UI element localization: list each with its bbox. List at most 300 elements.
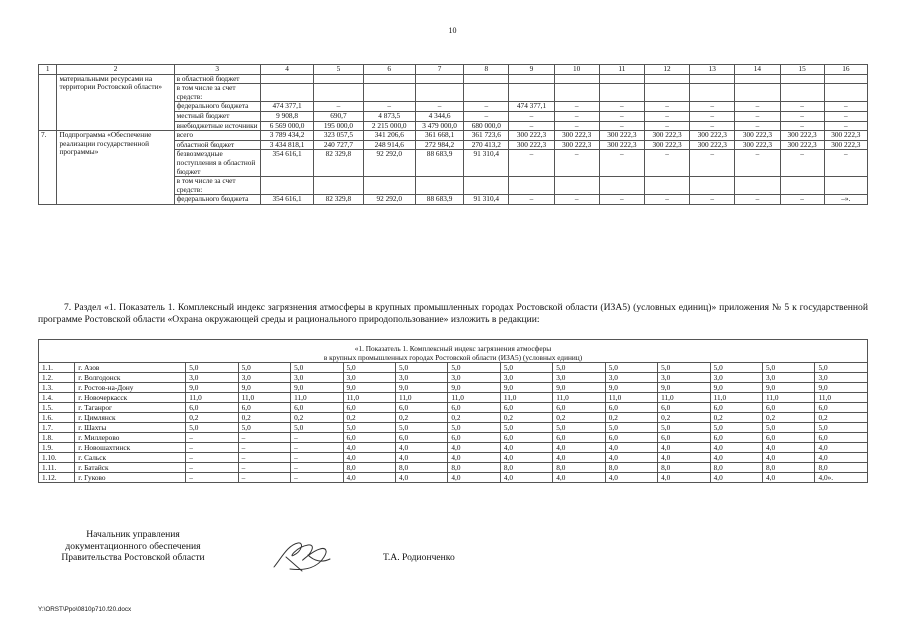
amount-cell: – (735, 111, 780, 121)
iza-value-cell: 4,0 (395, 443, 447, 453)
iza-value-cell: 6,0 (448, 433, 500, 443)
page-number: 10 (448, 26, 457, 35)
amount-cell (260, 177, 313, 195)
row-number-cell (39, 74, 57, 131)
iza-value-cell: 11,0 (658, 393, 710, 403)
amount-cell: – (644, 195, 689, 205)
amount-cell: 3 479 000,0 (415, 121, 463, 131)
iza-row (39, 393, 868, 403)
iza-value-cell: 11,0 (395, 393, 447, 403)
iza-city: г. Батайск (75, 463, 186, 473)
iza-value-cell: 0,2 (238, 413, 290, 423)
amount-cell: 3 789 434,2 (260, 131, 313, 141)
amount-cell: – (415, 102, 463, 112)
iza-value-cell: – (291, 463, 343, 473)
amount-cell: 4 873,5 (363, 111, 415, 121)
iza-value-cell: 8,0 (763, 463, 815, 473)
iza-value-cell: – (291, 443, 343, 453)
iza-row (39, 453, 868, 463)
amount-cell: 6 569 000,0 (260, 121, 313, 131)
iza-value-cell: 8,0 (710, 463, 762, 473)
amount-cell (363, 177, 415, 195)
amount-cell (644, 74, 689, 84)
amount-cell (735, 84, 780, 102)
funding-source-cell: федерального бюджета (174, 102, 260, 112)
iza-table-caption (39, 340, 868, 363)
iza-value-cell: 4,0 (343, 453, 395, 463)
iza-value-cell: 4,0 (605, 443, 657, 453)
amount-cell: 341 206,6 (363, 131, 415, 141)
amount-cell: – (554, 195, 599, 205)
iza-value-cell: 11,0 (500, 393, 552, 403)
amount-cell: 92 292,0 (363, 195, 415, 205)
iza-value-cell: 4,0 (815, 453, 868, 463)
iza-value-cell: 9,0 (238, 383, 290, 393)
iza-value-cell: 5,0 (815, 363, 868, 373)
iza-value-cell: 4,0 (763, 473, 815, 483)
amount-cell: 300 222,3 (824, 140, 867, 150)
amount-cell: – (554, 102, 599, 112)
iza-row-number: 1.7. (39, 423, 75, 433)
amount-cell: – (554, 121, 599, 131)
funding-source-cell: внебюджетные источники (174, 121, 260, 131)
amount-cell: 82 329,8 (314, 195, 363, 205)
iza-value-cell: 6,0 (395, 433, 447, 443)
iza-value-cell: 9,0 (553, 383, 605, 393)
amount-cell (780, 177, 824, 195)
iza-value-cell: – (291, 453, 343, 463)
header-cell: 10 (554, 65, 599, 75)
iza-value-cell: 4,0 (448, 443, 500, 453)
iza-value-cell: 5,0 (238, 423, 290, 433)
iza-value-cell: – (238, 463, 290, 473)
amount-cell: 361 668,1 (415, 131, 463, 141)
iza-value-cell: 3,0 (763, 373, 815, 383)
iza-row (39, 443, 868, 453)
iza-value-cell: 4,0 (448, 453, 500, 463)
section-paragraph: 7. Раздел «1. Показатель 1. Комплексный индекс загрязнения атмосферы в крупных промышленных городах Ростовской области (ИЗА5) (условных единиц)» приложения № 5 к государственной программе Ростовской области «Охрана окружающей среды и рационального природопользование» изложить в редакции: (38, 302, 868, 325)
iza-city: г. Волгодонск (75, 373, 186, 383)
budget-row (39, 74, 868, 84)
amount-cell: 300 222,3 (599, 140, 644, 150)
iza-value-cell: – (238, 453, 290, 463)
iza-value-cell: 0,2 (186, 413, 238, 423)
amount-cell: 300 222,3 (735, 140, 780, 150)
iza-value-cell: 11,0 (343, 393, 395, 403)
amount-cell: – (599, 111, 644, 121)
amount-cell: – (735, 121, 780, 131)
iza-value-cell: 3,0 (395, 373, 447, 383)
iza-value-cell: 6,0 (291, 403, 343, 413)
iza-value-cell: 0,2 (763, 413, 815, 423)
header-cell: 9 (509, 65, 554, 75)
iza-value-cell: 4,0 (763, 453, 815, 463)
amount-cell: – (599, 195, 644, 205)
funding-source-cell: федерального бюджета (174, 195, 260, 205)
amount-cell (314, 177, 363, 195)
amount-cell (599, 177, 644, 195)
iza-caption-line2: в крупных промышленных городах Ростовской области (ИЗА5) (условных единиц) (323, 353, 583, 362)
iza-value-cell: 6,0 (658, 433, 710, 443)
iza-value-cell: 8,0 (605, 463, 657, 473)
iza-row-number: 1.4. (39, 393, 75, 403)
iza-value-cell: 4,0». (815, 473, 868, 483)
iza-value-cell: 9,0 (448, 383, 500, 393)
iza-row-number: 1.1. (39, 363, 75, 373)
header-row (39, 65, 868, 75)
iza-value-cell: 9,0 (500, 383, 552, 393)
iza-value-cell: 4,0 (710, 443, 762, 453)
iza-value-cell: 9,0 (343, 383, 395, 393)
iza-value-cell: 9,0 (605, 383, 657, 393)
signer-position-line2: документационного обеспечения (65, 540, 201, 552)
amount-cell: 248 914,6 (363, 140, 415, 150)
iza-value-cell: 3,0 (291, 373, 343, 383)
amount-cell: – (509, 111, 554, 121)
iza-value-cell: 8,0 (815, 463, 868, 473)
iza-value-cell: 4,0 (395, 473, 447, 483)
iza-value-cell: 4,0 (343, 443, 395, 453)
amount-cell (644, 177, 689, 195)
amount-cell: 361 723,6 (464, 131, 509, 141)
iza-value-cell: 5,0 (238, 363, 290, 373)
iza-value-cell: – (238, 443, 290, 453)
amount-cell: – (690, 102, 735, 112)
iza-value-cell: – (186, 443, 238, 453)
amount-cell: – (554, 111, 599, 121)
iza-row (39, 413, 868, 423)
iza-value-cell: 6,0 (553, 403, 605, 413)
handwritten-signature (268, 537, 334, 575)
iza-value-cell: 0,2 (291, 413, 343, 423)
amount-cell: 88 683,9 (415, 150, 463, 177)
amount-cell: – (780, 121, 824, 131)
iza-value-cell: 9,0 (186, 383, 238, 393)
iza-value-cell: 6,0 (658, 403, 710, 413)
amount-cell: 92 292,0 (363, 150, 415, 177)
iza-value-cell: 4,0 (500, 443, 552, 453)
iza-city: г. Новочеркасск (75, 393, 186, 403)
amount-cell: 323 057,5 (314, 131, 363, 141)
iza-value-cell: 11,0 (186, 393, 238, 403)
amount-cell (824, 177, 867, 195)
header-cell: 12 (644, 65, 689, 75)
iza-value-cell: 5,0 (658, 363, 710, 373)
iza-city: г. Новошахтинск (75, 443, 186, 453)
iza-city: г. Гуково (75, 473, 186, 483)
amount-cell: 9 908,8 (260, 111, 313, 121)
iza-city: г. Сальск (75, 453, 186, 463)
amount-cell (824, 84, 867, 102)
amount-cell (363, 74, 415, 84)
iza-value-cell: 5,0 (448, 363, 500, 373)
row-number-cell: 7. (39, 131, 57, 205)
file-path: Y:\ORST\Ppo\0810p710.f20.docx (38, 606, 132, 613)
amount-cell (554, 177, 599, 195)
amount-cell (690, 177, 735, 195)
iza-value-cell: 11,0 (605, 393, 657, 403)
header-cell: 14 (735, 65, 780, 75)
iza-value-cell: 5,0 (710, 363, 762, 373)
amount-cell: 270 413,2 (464, 140, 509, 150)
header-cell: 2 (57, 65, 174, 75)
header-cell: 5 (314, 65, 363, 75)
header-cell: 1 (39, 65, 57, 75)
iza-value-cell: 0,2 (500, 413, 552, 423)
iza-value-cell: 5,0 (186, 363, 238, 373)
iza-value-cell: 3,0 (238, 373, 290, 383)
iza-value-cell: 5,0 (710, 423, 762, 433)
iza-value-cell: 6,0 (815, 403, 868, 413)
program-name-cell: Подпрограмма «Обеспечение реализации государственной программы» (57, 131, 174, 205)
amount-cell: – (644, 150, 689, 177)
iza-value-cell: 4,0 (658, 453, 710, 463)
signer-position-line3: Правительства Ростовской области (61, 552, 205, 563)
funding-source-cell: областной бюджет (174, 140, 260, 150)
amount-cell: 300 222,3 (735, 131, 780, 141)
amount-cell: 300 222,3 (780, 140, 824, 150)
iza-row (39, 373, 868, 383)
iza-row-number: 1.12. (39, 473, 75, 483)
iza-row-number: 1.5. (39, 403, 75, 413)
amount-cell (824, 74, 867, 84)
amount-cell (644, 84, 689, 102)
iza-value-cell: – (186, 463, 238, 473)
iza-row-number: 1.9. (39, 443, 75, 453)
iza-value-cell: 9,0 (815, 383, 868, 393)
iza-row-number: 1.10. (39, 453, 75, 463)
amount-cell: 300 222,3 (554, 131, 599, 141)
iza-value-cell: 5,0 (605, 363, 657, 373)
iza-value-cell: 6,0 (710, 433, 762, 443)
funding-source-cell: в том числе за счет средств: (174, 177, 260, 195)
iza-city: г. Цимлянск (75, 413, 186, 423)
iza-value-cell: – (238, 433, 290, 443)
iza-value-cell: 4,0 (658, 443, 710, 453)
iza-city: г. Азов (75, 363, 186, 373)
iza-value-cell: 3,0 (448, 373, 500, 383)
iza-value-cell: 5,0 (395, 363, 447, 373)
header-cell: 4 (260, 65, 313, 75)
iza-value-cell: 4,0 (710, 473, 762, 483)
iza-value-cell: 4,0 (658, 473, 710, 483)
amount-cell: 300 222,3 (690, 140, 735, 150)
amount-cell (260, 74, 313, 84)
amount-cell (464, 84, 509, 102)
amount-cell (509, 74, 554, 84)
amount-cell: – (824, 102, 867, 112)
header-cell: 16 (824, 65, 867, 75)
amount-cell: – (464, 102, 509, 112)
signer-position-line1: Начальник управления (86, 529, 180, 540)
iza-row (39, 363, 868, 373)
amount-cell (735, 74, 780, 84)
iza-value-cell: 5,0 (763, 363, 815, 373)
amount-cell: – (780, 102, 824, 112)
iza-value-cell: 0,2 (815, 413, 868, 423)
amount-cell: – (314, 102, 363, 112)
iza-value-cell: 11,0 (710, 393, 762, 403)
amount-cell: – (509, 150, 554, 177)
amount-cell (260, 84, 313, 102)
amount-cell (554, 84, 599, 102)
iza-value-cell: 3,0 (710, 373, 762, 383)
iza-value-cell: 5,0 (343, 423, 395, 433)
amount-cell: – (824, 150, 867, 177)
amount-cell: 300 222,3 (509, 131, 554, 141)
iza-value-cell: 0,2 (605, 413, 657, 423)
iza-value-cell: 6,0 (500, 403, 552, 413)
iza-value-cell: 5,0 (763, 423, 815, 433)
iza-value-cell: 4,0 (395, 453, 447, 463)
amount-cell: 240 727,7 (314, 140, 363, 150)
amount-cell: 300 222,3 (690, 131, 735, 141)
amount-cell: 474 377,1 (260, 102, 313, 112)
iza-value-cell: 6,0 (605, 433, 657, 443)
amount-cell: – (690, 111, 735, 121)
iza-value-cell: 9,0 (291, 383, 343, 393)
funding-source-cell: в том числе за счет средств: (174, 84, 260, 102)
amount-cell: – (690, 195, 735, 205)
iza-value-cell: – (291, 473, 343, 483)
iza-value-cell: 4,0 (605, 473, 657, 483)
amount-cell: 354 616,1 (260, 150, 313, 177)
header-cell: 11 (599, 65, 644, 75)
amount-cell: 91 310,4 (464, 150, 509, 177)
header-cell: 7 (415, 65, 463, 75)
budget-row (39, 131, 868, 141)
iza-value-cell: 0,2 (658, 413, 710, 423)
iza-value-cell: 4,0 (500, 473, 552, 483)
amount-cell: – (509, 195, 554, 205)
iza-value-cell: 6,0 (238, 403, 290, 413)
signature-block (38, 529, 228, 564)
amount-cell: 300 222,3 (554, 140, 599, 150)
iza-value-cell: 5,0 (553, 423, 605, 433)
amount-cell (599, 74, 644, 84)
iza-value-cell: 5,0 (343, 363, 395, 373)
iza-value-cell: 4,0 (553, 443, 605, 453)
iza-value-cell: 6,0 (763, 433, 815, 443)
iza-value-cell: 11,0 (553, 393, 605, 403)
iza-value-cell: 3,0 (815, 373, 868, 383)
signer-name: Т.А. Родионченко (383, 552, 455, 563)
funding-source-cell: в областной бюджет (174, 74, 260, 84)
amount-cell: – (824, 111, 867, 121)
iza-value-cell: 9,0 (395, 383, 447, 393)
amount-cell (509, 177, 554, 195)
header-cell: 3 (174, 65, 260, 75)
amount-cell: – (644, 121, 689, 131)
amount-cell (690, 84, 735, 102)
iza-value-cell: 6,0 (815, 433, 868, 443)
iza-value-cell: 9,0 (658, 383, 710, 393)
iza-value-cell: 8,0 (500, 463, 552, 473)
iza-value-cell: 6,0 (448, 403, 500, 413)
iza-value-cell: 5,0 (553, 363, 605, 373)
amount-cell: – (599, 121, 644, 131)
iza-value-cell: 4,0 (763, 443, 815, 453)
iza-value-cell: 0,2 (448, 413, 500, 423)
amount-cell: 300 222,3 (824, 131, 867, 141)
amount-cell: – (690, 150, 735, 177)
iza-value-cell: – (186, 433, 238, 443)
amount-cell (415, 74, 463, 84)
amount-cell: 300 222,3 (644, 140, 689, 150)
amount-cell: – (464, 111, 509, 121)
amount-cell (690, 74, 735, 84)
iza-value-cell: 3,0 (343, 373, 395, 383)
amount-cell: 4 344,6 (415, 111, 463, 121)
iza-value-cell: 5,0 (395, 423, 447, 433)
amount-cell: – (599, 102, 644, 112)
amount-cell: – (644, 111, 689, 121)
header-cell: 8 (464, 65, 509, 75)
iza-row (39, 463, 868, 473)
iza-value-cell: 6,0 (500, 433, 552, 443)
amount-cell: 300 222,3 (644, 131, 689, 141)
iza-city: г. Миллерово (75, 433, 186, 443)
iza-value-cell: – (238, 473, 290, 483)
iza-value-cell: 6,0 (395, 403, 447, 413)
iza-value-cell: – (291, 433, 343, 443)
amount-cell: – (735, 102, 780, 112)
iza-value-cell: 0,2 (343, 413, 395, 423)
amount-cell: – (554, 150, 599, 177)
amount-cell (780, 74, 824, 84)
iza-value-cell: 4,0 (605, 453, 657, 463)
header-cell: 13 (690, 65, 735, 75)
amount-cell: 2 215 000,0 (363, 121, 415, 131)
amount-cell (780, 84, 824, 102)
iza-value-cell: 11,0 (238, 393, 290, 403)
iza-value-cell: 11,0 (291, 393, 343, 403)
amount-cell: – (780, 111, 824, 121)
amount-cell: 272 984,2 (415, 140, 463, 150)
amount-cell: 680 000,0 (464, 121, 509, 131)
iza-row-number: 1.2. (39, 373, 75, 383)
funding-source-cell: всего (174, 131, 260, 141)
amount-cell: 91 310,4 (464, 195, 509, 205)
budget-table (38, 64, 868, 205)
iza-value-cell: 4,0 (553, 453, 605, 463)
amount-cell: 195 000,0 (314, 121, 363, 131)
iza-value-cell: 8,0 (553, 463, 605, 473)
iza-value-cell: 5,0 (500, 423, 552, 433)
amount-cell: 354 616,1 (260, 195, 313, 205)
header-cell: 15 (780, 65, 824, 75)
amount-cell (554, 74, 599, 84)
iza-value-cell: 4,0 (553, 473, 605, 483)
iza-value-cell: 3,0 (500, 373, 552, 383)
iza-value-cell: 9,0 (763, 383, 815, 393)
iza-value-cell: 6,0 (763, 403, 815, 413)
iza-value-cell: 8,0 (658, 463, 710, 473)
iza-value-cell: 11,0 (763, 393, 815, 403)
amount-cell (464, 177, 509, 195)
amount-cell (363, 84, 415, 102)
iza-row (39, 403, 868, 413)
iza-value-cell: 6,0 (553, 433, 605, 443)
amount-cell: – (644, 102, 689, 112)
iza-value-cell: 6,0 (605, 403, 657, 413)
iza-value-cell: 0,2 (553, 413, 605, 423)
iza-value-cell: 5,0 (815, 423, 868, 433)
amount-cell: 690,7 (314, 111, 363, 121)
amount-cell: – (363, 102, 415, 112)
iza-value-cell: – (186, 453, 238, 463)
iza-row (39, 423, 868, 433)
